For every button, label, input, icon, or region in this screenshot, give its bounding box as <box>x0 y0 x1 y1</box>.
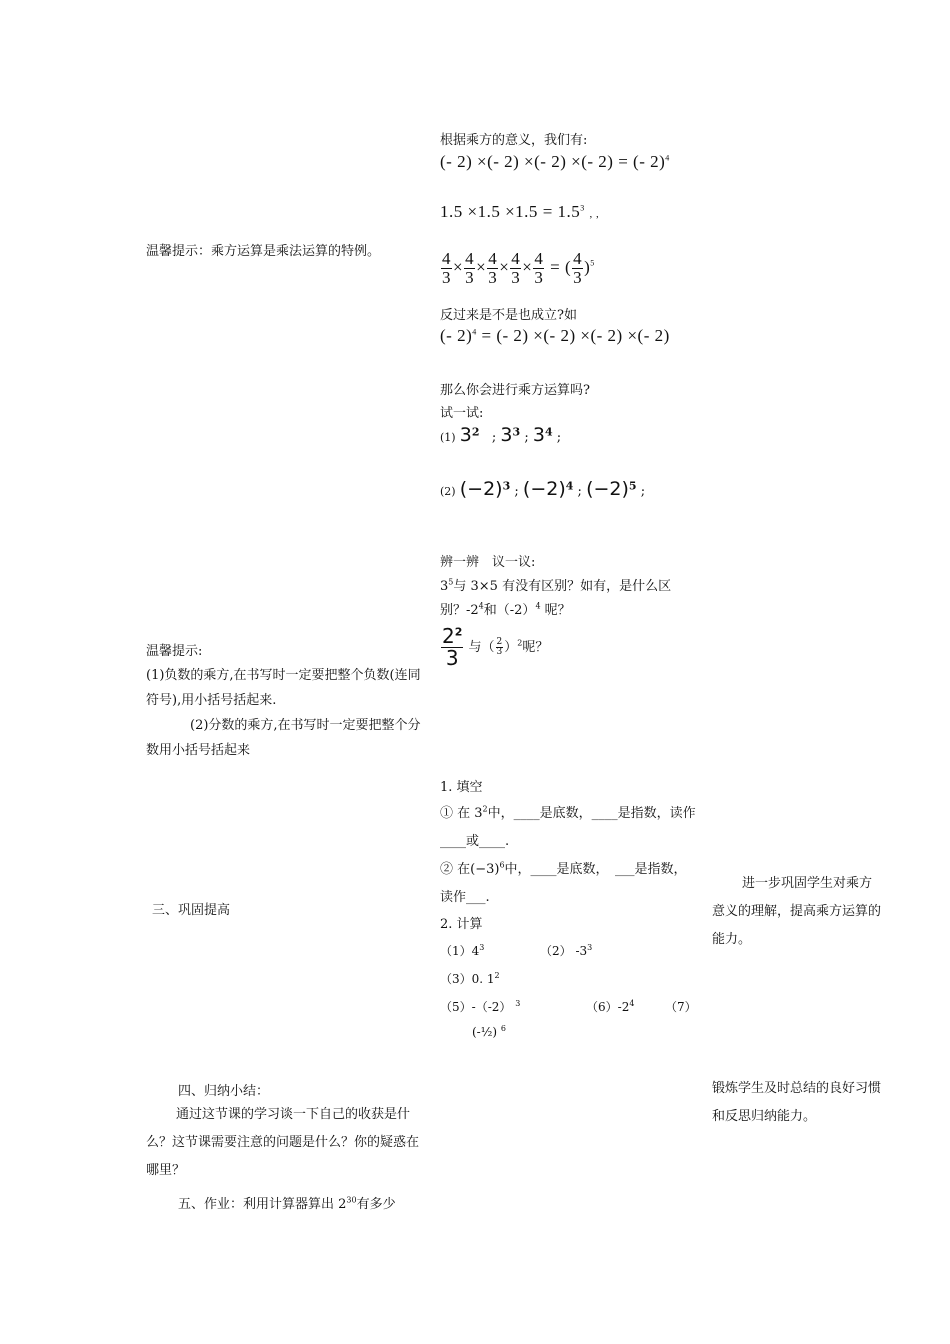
equation-4 <box>440 326 670 346</box>
discuss-heading: 辨一辨 议一议: <box>440 555 536 570</box>
eq2-rhs: = 1.5 <box>542 202 581 221</box>
separator: ; <box>514 484 519 499</box>
exercise-fill-heading: 1. 填空 <box>440 780 483 795</box>
separator: ; <box>577 484 582 499</box>
p1-exp: 2 <box>471 425 480 439</box>
equation-3 <box>440 250 595 287</box>
eq2-lhs: 1.5 ×1.5 ×1.5 <box>440 202 538 221</box>
eq3-exp: 5 <box>590 258 595 268</box>
eq4-exp: 4 <box>472 327 477 337</box>
tip-fraction-parentheses: (2)分数的乘方,在书写时一定要把整个分数用小括号括起来 <box>146 718 421 758</box>
p2-base: (−2) <box>522 478 566 500</box>
discuss-fraction-compare <box>440 626 548 669</box>
times-sign: × <box>453 257 464 277</box>
calc-item-5: （5）-（-2） $^3$ <box>440 999 521 1014</box>
homework-text: 五、作业：利用计算器算出 2 <box>178 1197 347 1212</box>
fraction-2-3-small: $\frac{2}{3}$ <box>496 636 503 657</box>
separator: ; <box>640 484 646 499</box>
section-homework <box>178 1193 396 1212</box>
homework-exponent: 30 <box>346 1195 357 1205</box>
exercise-calc-heading: 2. 计算 <box>440 917 483 932</box>
close-paren: ） <box>504 640 518 655</box>
fraction-4-3: $\frac{4}{3}$ <box>511 249 521 287</box>
section-summary-body: 通过这节课的学习谈一下自己的收获是什么？这节课需要注意的问题是什么？你的疑惑在哪里？ <box>146 1107 420 1178</box>
section-consolidate-heading: 三、巩固提高 <box>152 903 231 918</box>
p1-exp: 3 <box>512 425 521 439</box>
exercise-fill-b: ② 在$(-3)^6$中，____是底数， ___是指数，读作___. <box>440 860 687 905</box>
note-consolidate-purpose: 进一步巩固学生对乘方意义的理解，提高乘方运算的能力。 <box>712 876 882 947</box>
eq2-exp: 3 <box>580 203 585 213</box>
times-sign: × <box>476 257 487 277</box>
try-problem-1 <box>440 424 561 446</box>
p2-exp: 4 <box>565 479 574 493</box>
fraction-4-3: $\frac{4}{3}$ <box>534 249 544 287</box>
exp-2: 2 <box>517 638 523 648</box>
p2-base: (−2) <box>459 478 503 500</box>
fraction-4-3: $\frac{4}{3}$ <box>465 249 475 287</box>
times-sign: × <box>522 257 533 277</box>
eq4-rhs: = (- 2) ×(- 2) ×(- 2) ×(- 2) <box>481 326 670 345</box>
note-summary-purpose: 锻炼学生及时总结的良好习惯和反思归纳能力。 <box>712 1081 882 1124</box>
separator: ; <box>491 430 497 445</box>
tip-negative-parentheses: (1)负数的乘方,在书写时一定要把整个负数(连同符号),用小括号括起来. <box>146 668 421 708</box>
separator: ; <box>524 430 529 445</box>
exercise-fill-a: ① 在 $3^2$中，____是底数，____是指数，读作____或____. <box>440 804 696 849</box>
eq1-lhs: (- 2) ×(- 2) ×(- 2) ×(- 2) <box>440 152 614 171</box>
eq2-tail: , , <box>589 208 600 220</box>
eq3-equals: = ( <box>550 257 572 277</box>
separator: ; <box>556 430 562 445</box>
calc-item-6: $(6)-2^4$ <box>586 999 635 1014</box>
eq3-close: ) <box>584 257 591 277</box>
p1-exp: 4 <box>544 425 553 439</box>
p1-base: 3 <box>532 424 545 446</box>
calc-item-7-expression: (-½) $^6$ <box>472 1024 506 1039</box>
tip-power-special-case: 温馨提示：乘方运算是乘法运算的特例。 <box>146 244 381 259</box>
fraction-4-3: $\frac{4}{3}$ <box>488 249 498 287</box>
equation-2 <box>440 202 599 222</box>
p2-exp: 5 <box>628 479 637 493</box>
discuss-question: $3^5$与 3×5 有没有区别？如有，是什么区别？$-2^4$和$(-2)^4$ 呢？ <box>440 577 672 618</box>
p2-label: (2) <box>440 485 456 498</box>
calc-item-2: （2） $-3^3$ <box>540 943 593 958</box>
times-sign: × <box>499 257 510 277</box>
intro-text: 根据乘方的意义，我们有: <box>440 133 588 148</box>
p1-label: (1) <box>440 431 456 444</box>
end-text: 呢？ <box>522 640 549 655</box>
calc-item-7: （7） <box>665 1000 697 1014</box>
with-text: 与（ <box>468 640 495 655</box>
calc-item-3: （3）0. $1^2$ <box>440 971 500 986</box>
eq1-exp: 4 <box>665 153 670 163</box>
calc-item-1: $(1)4^3$ <box>440 943 485 958</box>
p1-base: 3 <box>500 424 513 446</box>
fraction-4-3: $\frac{4}{3}$ <box>442 249 451 287</box>
p1-base: 3 <box>459 424 472 446</box>
p2-base: (−2) <box>586 478 629 500</box>
try-label: 试一试: <box>440 406 484 421</box>
try-problem-2 <box>440 478 645 500</box>
p2-exp: 3 <box>502 479 511 493</box>
fraction-4-3: $\frac{4}{3}$ <box>573 249 583 287</box>
tip-title: 温馨提示: <box>146 644 203 659</box>
eq1-rhs: = (- 2) <box>618 152 666 171</box>
homework-tail: 有多少 <box>356 1197 396 1212</box>
reverse-question: 反过来是不是也成立?如 <box>440 308 577 323</box>
section-summary-heading: 四、归纳小结： <box>178 1084 270 1099</box>
question-power-operation: 那么你会进行乘方运算吗? <box>440 383 590 398</box>
eq4-lhs: (- 2) <box>440 326 473 345</box>
equation-1 <box>440 152 670 172</box>
fraction-2sq-over-3: $\frac{2^2}{3}$ <box>442 624 463 670</box>
